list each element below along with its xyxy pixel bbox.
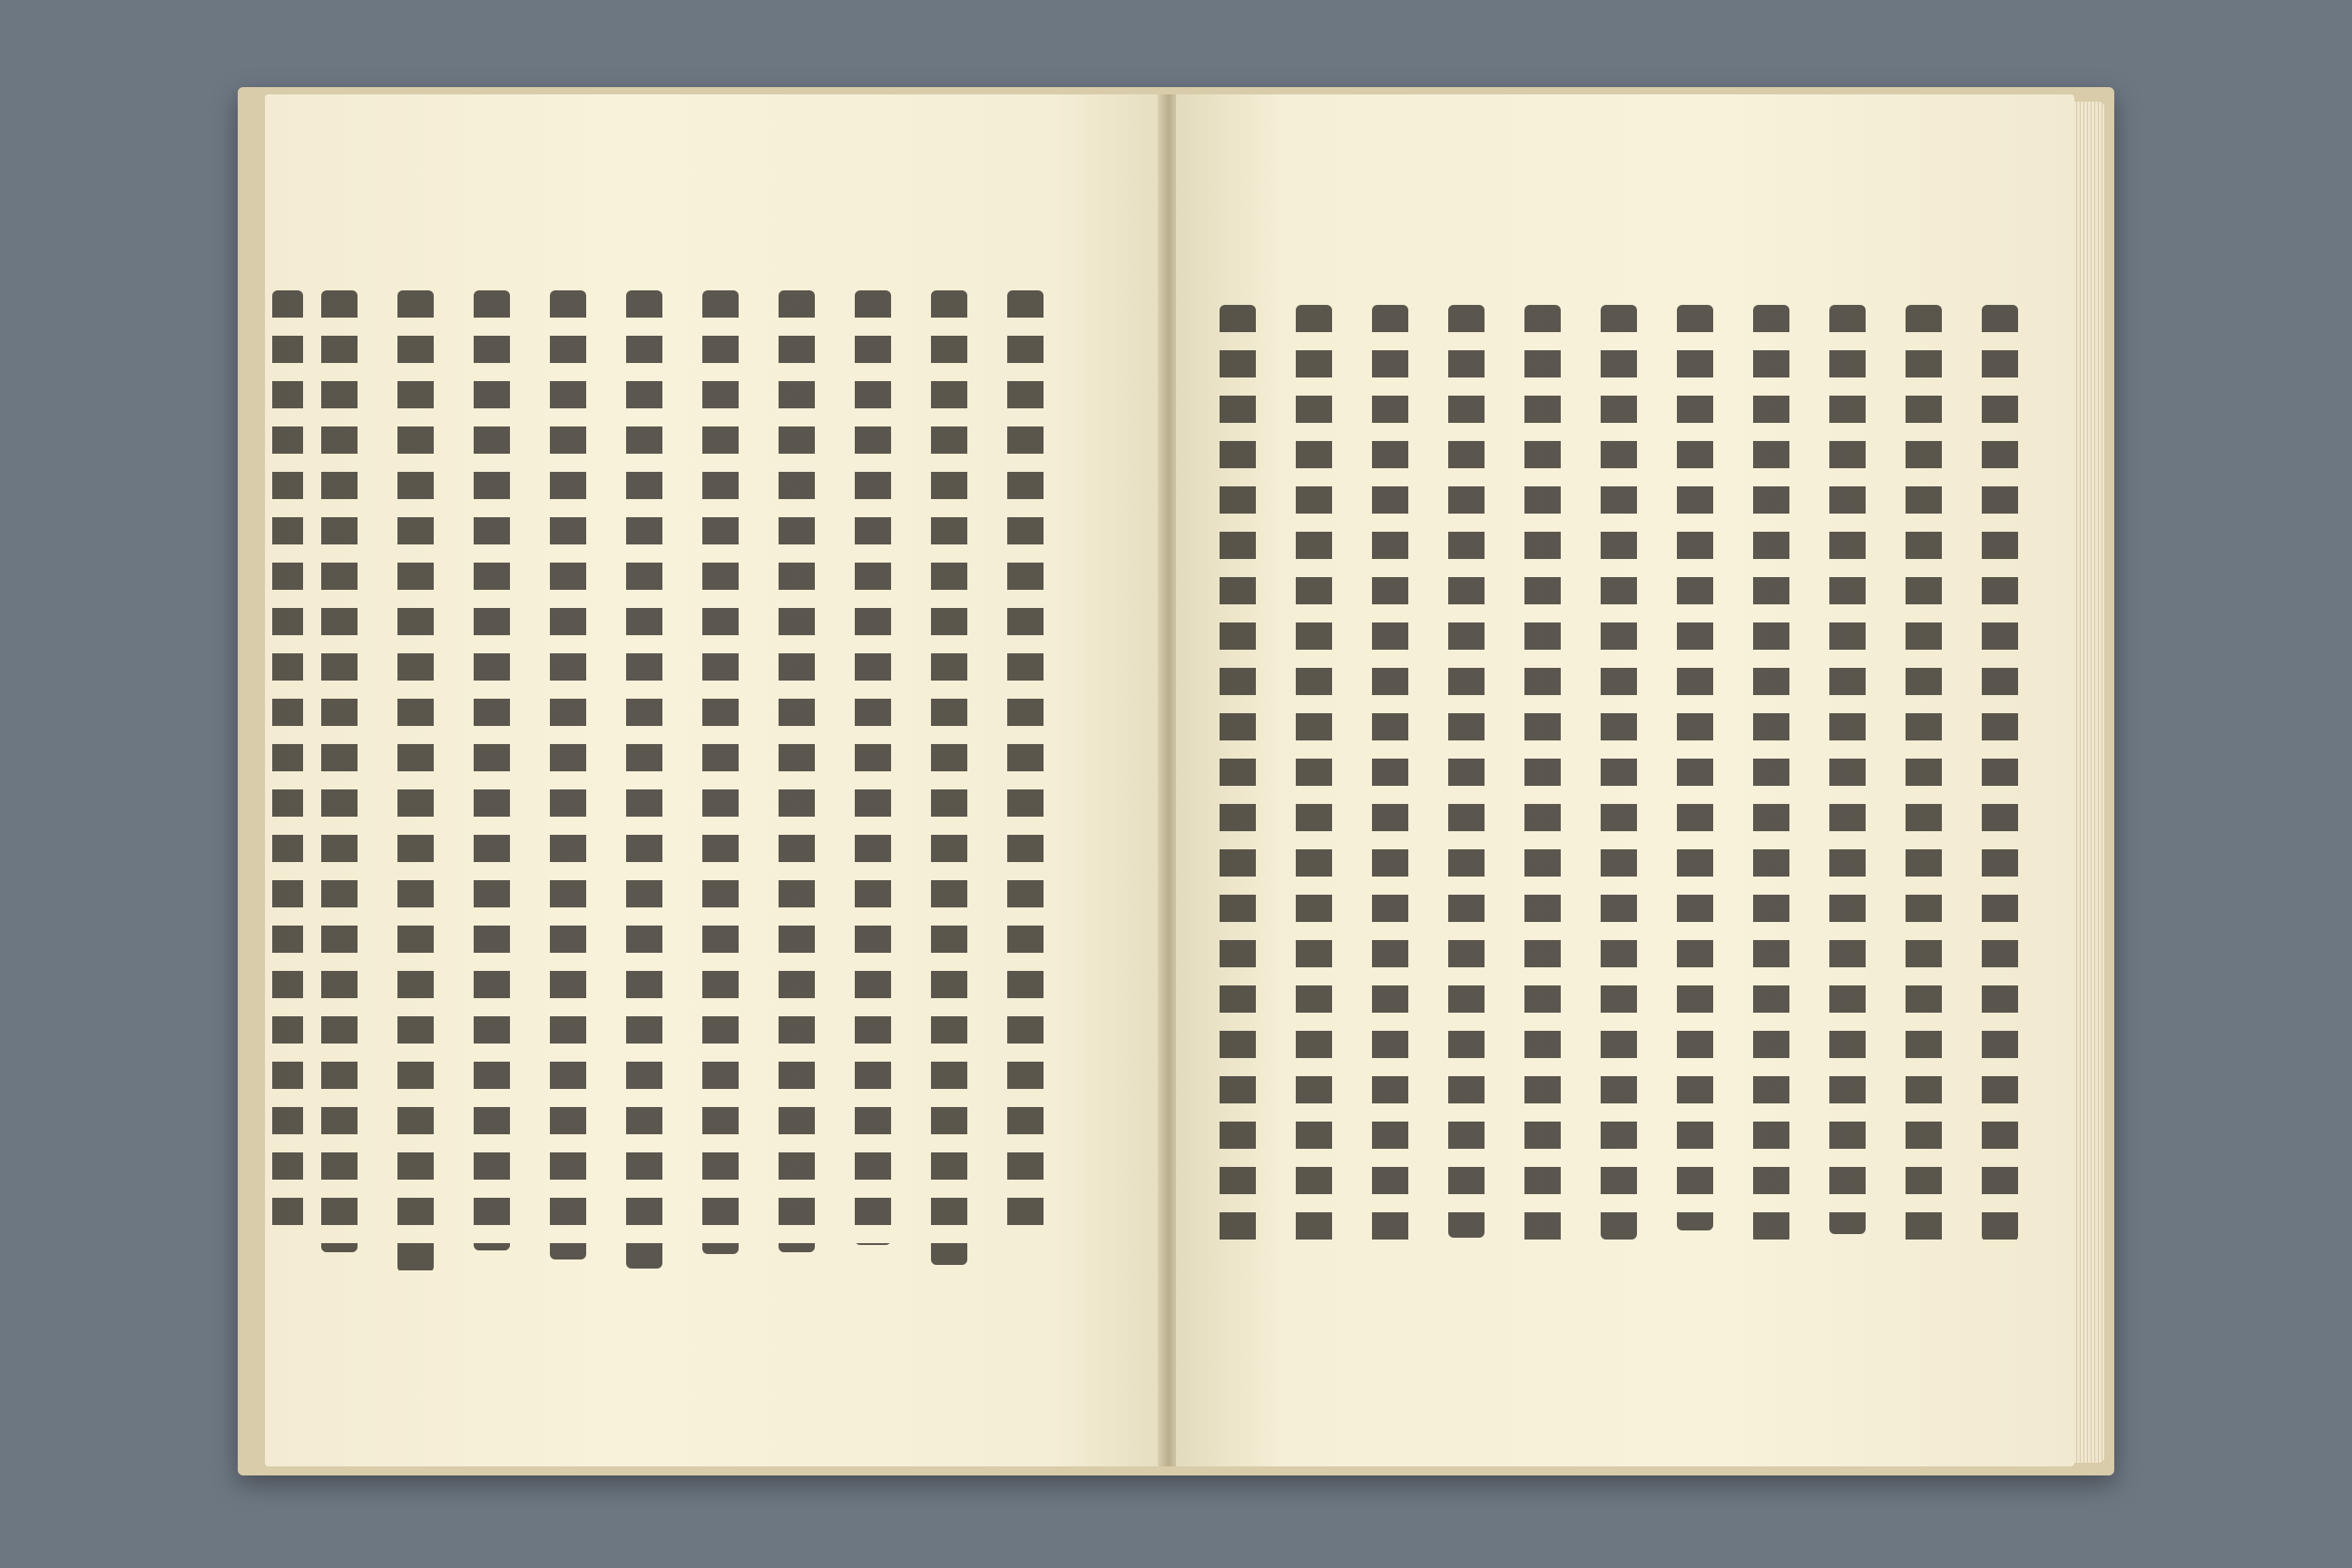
text-column — [272, 290, 303, 1240]
text-column — [1906, 305, 1942, 1247]
text-column — [702, 290, 739, 1254]
text-column — [626, 290, 662, 1269]
page-edges — [2073, 102, 2104, 1463]
text-column — [321, 290, 358, 1252]
text-column — [1220, 305, 1256, 1249]
text-column — [855, 290, 891, 1245]
text-column — [1007, 290, 1044, 1240]
text-column — [1753, 305, 1789, 1243]
text-column — [550, 290, 586, 1259]
text-column — [1448, 305, 1485, 1238]
text-column — [779, 290, 815, 1252]
text-column — [1524, 305, 1561, 1250]
text-column — [1829, 305, 1866, 1234]
text-column — [931, 290, 967, 1265]
text-column — [1296, 305, 1332, 1245]
text-column — [397, 290, 434, 1272]
text-column — [1372, 305, 1408, 1254]
text-column — [1677, 305, 1713, 1230]
text-column — [474, 290, 510, 1250]
text-column — [1982, 305, 2018, 1241]
left-page — [265, 94, 1161, 1466]
right-page — [1176, 94, 2074, 1466]
text-column — [1601, 305, 1637, 1240]
